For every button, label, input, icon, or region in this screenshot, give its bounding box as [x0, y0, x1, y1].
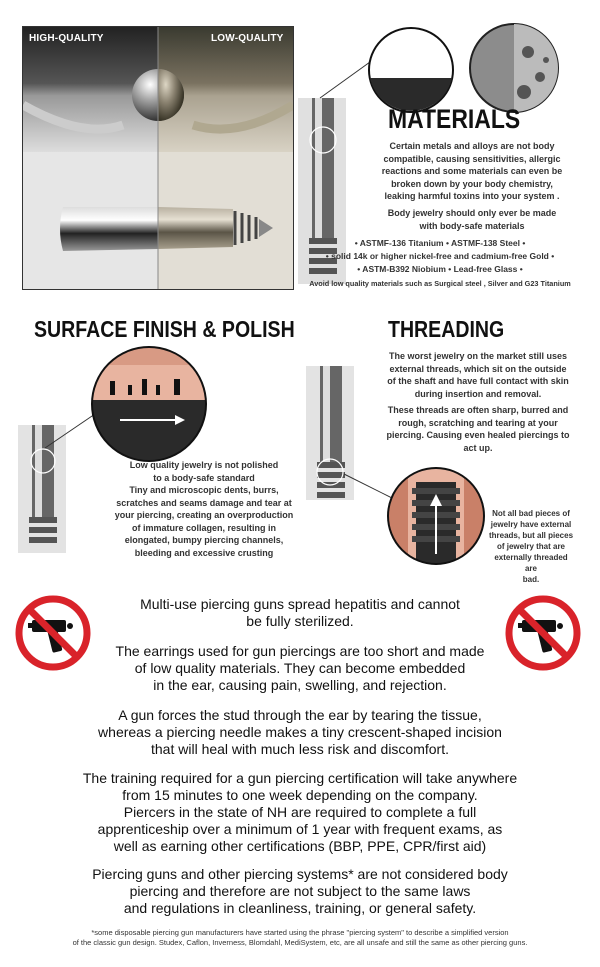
- gun-paragraph-3: [40, 707, 560, 758]
- materials-avoid: Avoid low quality materials such as Surgical steel , Silver and G23 Titanium: [309, 279, 571, 288]
- threading-note: [488, 508, 574, 585]
- surface-description: [106, 459, 302, 559]
- thread-damage-zoom-icon: [386, 466, 486, 566]
- footnote-line: of the classic gun design. Studex, Caflon, Inverness, Blomdahl, MediSystem, etc, are all unsafe and still the same as other piercing guns.: [72, 938, 528, 947]
- threading-note-line: externally threaded are: [494, 553, 568, 573]
- materials-list-3: • ASTM-B392 Niobium • Lead-free Glass •: [357, 264, 523, 274]
- surface-line: Tiny and microscopic dents, burrs,: [129, 485, 279, 495]
- gun-line: from 15 minutes to one week depending on the company.: [122, 787, 478, 803]
- gun-line: The training required for a gun piercing certification will take anywhere: [82, 770, 518, 786]
- materials-intro: Certain metals and alloys are not body compatible, causing sensitivities, allergic reactions and some materials can even be broken down by your body chemistry, leaking harmful toxins into your system .: [381, 141, 563, 201]
- surface-line: Low quality jewelry is not polished: [129, 460, 279, 470]
- gun-line: Multi-use piercing guns spread hepatitis and cannot: [140, 596, 460, 612]
- gun-line: whereas a piercing needle makes a tiny crescent-shaped incision: [98, 724, 502, 740]
- gun-paragraph-1: [80, 596, 520, 630]
- gun-line: and regulations in cleanliness, training, or general safety.: [123, 900, 477, 916]
- threading-note-line: bad.: [522, 575, 540, 584]
- threading-note-line: Not all bad pieces of: [492, 509, 570, 518]
- surface-line: to a body-safe standard: [153, 472, 255, 483]
- gun-line: well as earning other certifications (BBP, PPE, CPR/first aid): [113, 838, 487, 854]
- threading-line: piercing. Causing even healed piercings to: [386, 430, 570, 440]
- surface-line: elongated, bumpy piercing channels,: [124, 535, 284, 545]
- threading-note-line: of jewelry that are: [496, 542, 566, 551]
- surface-line: bleeding and excessive crusting: [134, 547, 274, 558]
- gun-line: of low quality materials. They can become embedded: [134, 660, 466, 676]
- materials-safe-note: Body jewelry should only ever be made with body-safe materials: [387, 208, 557, 231]
- gun-paragraph-4: [20, 770, 580, 855]
- gun-paragraph-5: [40, 866, 560, 917]
- materials-title: MATERIALS: [388, 104, 521, 134]
- gun-paragraph-2: [60, 643, 540, 694]
- gun-line: A gun forces the stud through the ear by tearing the tissue,: [118, 707, 482, 723]
- gun-line: that will heal with much less risk and discomfort.: [151, 741, 449, 757]
- footnote: [10, 928, 590, 948]
- surface-finish-title: SURFACE FINISH & POLISH: [34, 316, 295, 342]
- high-quality-label: HIGH-QUALITY: [29, 33, 104, 44]
- corroded-material-zoom-icon: [468, 22, 560, 114]
- threading-note-line: threads, but all pieces: [488, 531, 574, 540]
- threading-line: The worst jewelry on the market still uses: [388, 351, 568, 361]
- surface-line: of immature collagen, resulting in: [131, 522, 277, 533]
- threading-line: rough, scratching and tearing at your: [398, 417, 558, 428]
- threading-line: act up.: [463, 442, 493, 453]
- threading-line: external threads, which sit on the outside: [389, 363, 567, 374]
- gun-line: apprenticeship over a minimum of 1 year with frequent exams, as: [97, 821, 503, 837]
- threading-line: These threads are often sharp, burred and: [387, 405, 569, 415]
- materials-list-1: • ASTMF-136 Titanium • ASTMF-138 Steel •: [354, 238, 526, 248]
- threading-description: [380, 350, 576, 454]
- gun-line: piercing and therefore are not subject to the same laws: [129, 883, 471, 899]
- threading-title: THREADING: [388, 316, 505, 342]
- surface-line: scratches and seams damage and tear at: [116, 497, 292, 508]
- surface-line: your piercing, creating an overproduction: [114, 510, 294, 520]
- gun-line: Piercers in the state of NH are required to complete a full: [123, 804, 477, 820]
- threading-note-line: jewelry have external: [490, 520, 572, 529]
- threading-line: during insertion and removal.: [414, 388, 542, 399]
- quality-comparison-photo: [22, 26, 294, 290]
- jewelry-comparison-image: [23, 27, 293, 289]
- gun-line: Piercing guns and other piercing systems* are not considered body: [92, 866, 508, 882]
- zoom-connector-line: [315, 60, 375, 100]
- threading-line: of the shaft and have full contact with skin: [387, 376, 569, 386]
- gun-line: be fully sterilized.: [246, 613, 354, 629]
- low-quality-label: LOW-QUALITY: [211, 33, 284, 44]
- polished-material-zoom-icon: [367, 26, 455, 114]
- gun-line: in the ear, causing pain, swelling, and rejection.: [153, 677, 447, 693]
- materials-list-2: • solid 14k or higher nickel-free and cadmium-free Gold •: [325, 251, 555, 261]
- gun-line: The earrings used for gun piercings are too short and made: [115, 643, 485, 659]
- footnote-line: *some disposable piercing gun manufacturers have started using the phrase "piercing system" to describe a simplified version: [91, 928, 509, 937]
- surface-damage-zoom-icon: [90, 345, 208, 463]
